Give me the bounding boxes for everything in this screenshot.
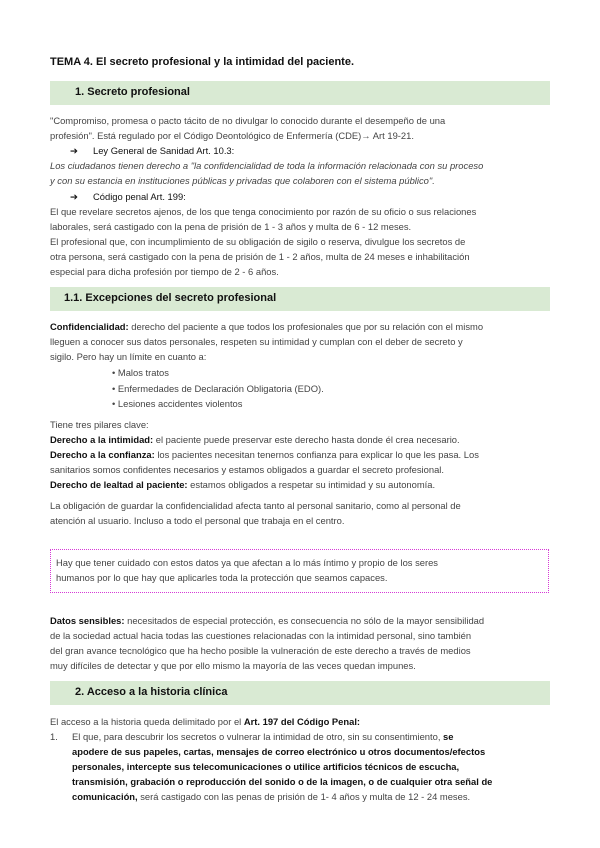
page-title: TEMA 4. El secreto profesional y la intimidad del paciente. [50,56,355,68]
arrow-icon: ➔ [70,191,78,202]
bold-term: Derecho a la intimidad: [50,434,154,445]
text-line: Los ciudadanos tienen derecho a "la confidencialidad de toda la información relacionada con su proceso [50,160,484,171]
text-line: sigilo. Pero hay un límite en cuanto a: [50,351,207,362]
text-line: El que, para descubrir los secretos o vulnerar la intimidad de otro, sin su consentimiento, [72,731,444,742]
list-number: 1. [50,731,58,742]
text-line: derecho del paciente a que todos los profesionales que por su relación con el mismo [128,321,484,332]
text-line: lleguen a conocer sus datos personales, respeten su intimidad y cumplan con el deber de secreto y [50,336,463,347]
text-line: otra persona, será castigado con la pena de prisión de 1 - 2 años, multa de 24 meses e inhabilitación [50,251,470,262]
text-line: necesitados de especial protección, es consecuencia no sólo de la mayor sensibilidad [124,615,485,626]
text-line: El que revelare secretos ajenos, de los que tenga conocimiento por razón de su oficio o sus relaciones [50,206,477,217]
bold-term: Derecho de lealtad al paciente: [50,479,188,490]
obligation-paragraph [50,498,555,528]
section-heading-band [50,81,550,105]
bold-term: personales, intercepte sus telecomunicaciones o utilice artificios técnicos de escucha, [72,761,460,772]
text-line: especial para dicha profesión por tiempo de 2 - 6 años. [50,266,279,277]
text-line: será castigado con las penas de prisión de 1- 4 años y multa de 12 - 24 meses. [137,791,471,802]
law-heading-penal: Código penal Art. 199: [93,191,186,202]
bold-term: se [443,731,454,742]
text-line: Tiene tres pilares clave: [50,419,149,430]
bold-term: Derecho a la confianza: [50,449,155,460]
confidencialidad-paragraph [50,319,555,364]
bold-term: Confidencialidad: [50,321,129,332]
text-line: estamos obligados a respetar su intimidad y su autonomía. [187,479,436,490]
text-line: El profesional que, con incumplimiento de su obligación de sigilo o reserva, divulgue los secretos de [50,236,466,247]
text-line: La obligación de guardar la confidencialidad afecta tanto al personal sanitario, como al personal de [50,500,461,511]
bold-term: apodere de sus papeles, cartas, mensajes de correo electrónico u otros documentos/efectos [72,746,486,757]
datos-sensibles-paragraph [50,613,555,673]
section-heading-secreto: 1. Secreto profesional [75,86,190,98]
acceso-intro [50,714,555,729]
arrow-icon: ➔ [70,145,78,156]
text-line: sanitarios somos confidentes necesarios y estamos obligados a guardar el secreto profesional. [50,464,444,475]
callout-text [56,555,546,585]
text-line: de la sociedad actual hacia todas las cuestiones relacionadas con la intimidad personal, sino también [50,630,472,641]
text-line: el paciente puede preservar este derecho hasta donde él crea necesario. [153,434,460,445]
text-line: muy difíciles de detectar y que por ello mismo la mayoría de las veces quedan impunes. [50,660,416,671]
section-heading-excepciones: 1.1. Excepciones del secreto profesional [64,292,277,304]
law-penal-text [50,204,555,279]
text-line: laborales, será castigado con la pena de prisión de 1 - 3 años y multa de 6 - 12 meses. [50,221,412,232]
article-197-text [72,729,557,804]
text-line: del gran avance tecnológico que ha hecho posible la vulneración de este derecho a través de medios [50,645,471,656]
law-heading-sanidad: Ley General de Sanidad Art. 10.3: [93,145,235,156]
text-line: El acceso a la historia queda delimitado por el [50,716,244,727]
list-item: • Lesiones accidentes violentos [112,398,243,409]
law-sanidad-text [50,158,555,188]
text-line: atención al usuario. Incluso a todo el personal que trabaja en el centro. [50,515,345,526]
text-line: profesión". Está regulado por el Código Deontológico de Enfermería (CDE)→ Art 19-21. [50,130,414,141]
text-line: "Compromiso, promesa o pacto tácito de no divulgar lo conocido durante el desempeño de una [50,115,446,126]
pillars-paragraph [50,417,555,492]
text-line: los pacientes necesitan tenernos confianza para explicar lo que les pasa. Los [154,449,479,460]
section-heading-band [50,287,550,311]
list-item: • Enfermedades de Declaración Obligatoria (EDO). [112,383,324,394]
bold-term: Art. 197 del Código Penal: [243,716,361,727]
section-heading-acceso: 2. Acceso a la historia clínica [75,686,228,698]
section-heading-band [50,681,550,705]
text-line: y con su estancia en instituciones públicas y privadas que colaboren con el sistema público". [50,175,435,186]
bold-term: transmisión, grabación o reproducción del sonido o de la imagen, o de cualquier otra señal de [72,776,493,787]
text-line: humanos por lo que hay que aplicarles toda la protección que seamos capaces. [56,572,388,583]
bold-term: comunicación, [72,791,138,802]
text-line: Hay que tener cuidado con estos datos ya que afectan a lo más íntimo y propio de los seres [56,557,438,568]
bold-term: Datos sensibles: [50,615,125,626]
list-item: • Malos tratos [112,367,169,378]
definition-paragraph [50,113,555,143]
